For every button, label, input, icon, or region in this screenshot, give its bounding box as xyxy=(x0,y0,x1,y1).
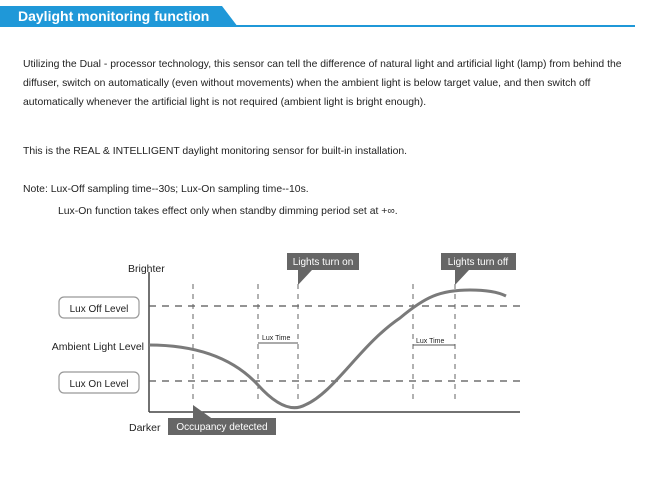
lights-turn-off-callout xyxy=(441,253,516,285)
lux-time-bracket-2 xyxy=(413,338,455,345)
lux-off-level-label: Lux Off Level xyxy=(69,304,129,315)
lux-on-level-label: Lux On Level xyxy=(69,379,129,390)
sampling-time-note: Note: Lux-Off sampling time--30s; Lux-On sampling time--10s. xyxy=(23,184,309,195)
section-title: Daylight monitoring function xyxy=(18,8,210,24)
ambient-light-curve xyxy=(149,290,506,408)
lights-turn-on-label: Lights turn on xyxy=(292,257,354,268)
occupancy-detected-callout xyxy=(168,405,276,435)
installation-note: This is the REAL & INTELLIGENT daylight monitoring sensor for built-in installation. xyxy=(23,146,408,157)
darker-label: Darker xyxy=(129,422,161,434)
lights-turn-on-callout xyxy=(287,253,359,285)
description-paragraph: Utilizing the Dual - processor technology, this sensor can tell the difference of natural light and artificial light (lamp) from behind the diffuser, switch on automatically (even without movements) when the ambient light is below target value, and then switch off automatically whenever the artificial light is not required (ambient light is bright enough). xyxy=(23,59,622,108)
ambient-light-level-label: Ambient Light Level xyxy=(51,341,144,353)
lights-turn-off-label: Lights turn off xyxy=(447,257,509,268)
lux-time-bracket-1 xyxy=(258,335,298,343)
occupancy-detected-label: Occupancy detected xyxy=(176,422,268,433)
lux-time-label-1: Lux Time xyxy=(262,335,291,342)
lux-time-label-2: Lux Time xyxy=(416,338,445,345)
lux-on-function-note: Lux-On function takes effect only when standby dimming period set at +∞. xyxy=(58,206,398,217)
brighter-label: Brighter xyxy=(128,263,165,275)
